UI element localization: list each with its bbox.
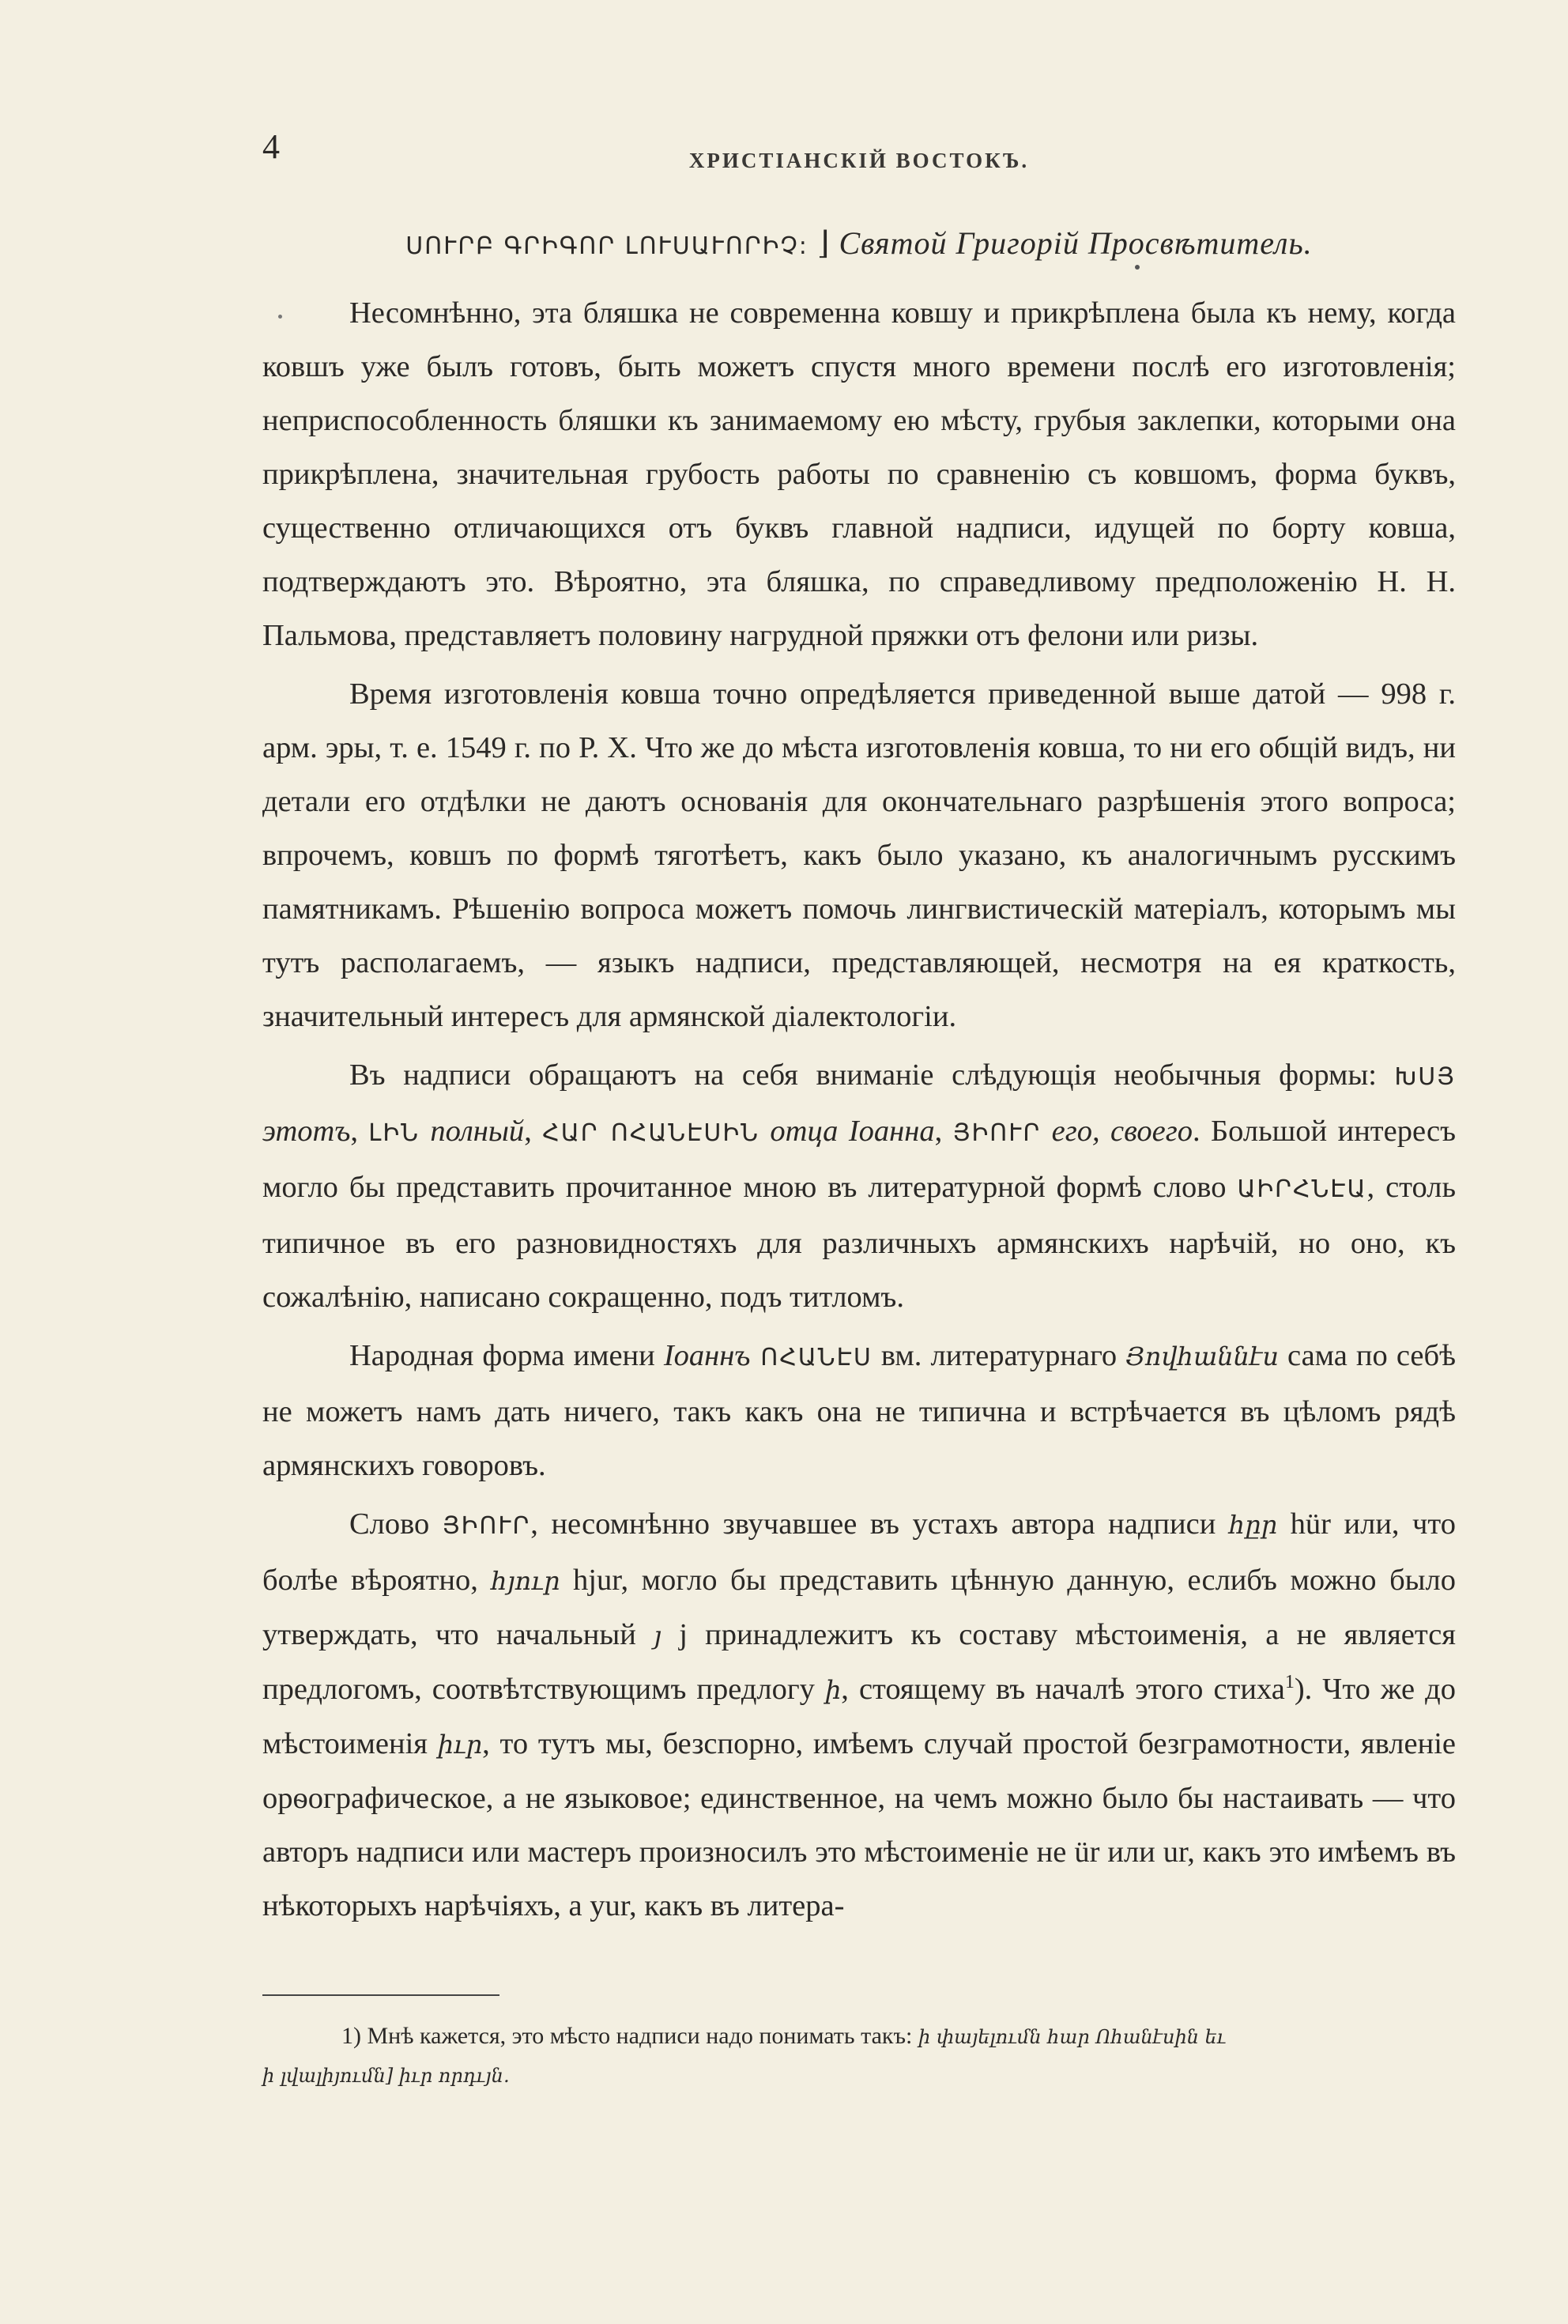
footnote-text: 1) Мнѣ кажется, это мѣсто надписи надо понимать такъ: <box>341 2023 913 2049</box>
armenian-title: ՍՈՒՐԲ ԳՐԻԳՈՐ ԼՈՒՍԱՒՈՐԻՉ: <box>405 232 808 260</box>
armenian-word: ԼԻՆ <box>368 1119 420 1147</box>
paragraph-4: Народная форма имени Іоаннъ ՈՀԱՆԷՍ вм. литературнаго Յովհաննէս сама по себѣ не можетъ намъ дать ничего, такъ какъ она не типична и встрѣчается въ цѣломъ рядѣ армянскихъ говоровъ. <box>262 1339 1457 1482</box>
armenian-cursive-word: յ <box>654 1620 662 1651</box>
armenian-cursive-word: Յովհաննէս <box>1125 1341 1279 1371</box>
armenian-word: ՀԱՐ ՈՀԱՆԷՍԻՆ <box>542 1119 760 1147</box>
paragraph-1: Несомнѣнно, эта бляшка не современна ковшу и прикрѣплена была къ нему, когда ковшъ уже былъ готовъ, быть можетъ спустя много времени послѣ его изготовленія; неприспособленность бляшки къ занимаемому ею мѣсту, грубыя заклепки, которыми она прикрѣплена, значительная грубость работы по сравненію съ ковшомъ, форма буквъ, существенно отличающихся отъ буквъ главной надписи, идущей по борту ковша, подтверждаютъ это. Вѣроятно, эта бляшка, по справедливому предположенію Н. Н. Пальмова, представляетъ половину нагрудной пряжки отъ фелони или ризы. <box>262 296 1456 652</box>
paragraph-3: Въ надписи обращаютъ на себя вниманіе слѣдующія необычныя формы: ԽՍՅ этотъ, ԼԻՆ полный, ՀԱՐ ՈՀԱՆԷՍԻՆ отца Іоанна, ՅԻՈՒՐ его, своего. Большой интересъ могло бы представить прочитанное мною въ литературной формѣ слово ԱԻՐՀՆԷԱ, столь типичное въ его разновидностяхъ для различныхъ армянскихъ нарѣчій, но оно, къ сожалѣнію, написано сокращенно, подъ титломъ. <box>262 1058 1457 1314</box>
ink-dot <box>1135 265 1140 270</box>
armenian-word: ԱԻՐՀՆԷԱ <box>1237 1175 1367 1203</box>
footnote-rule <box>262 1994 499 1996</box>
footnote-ref[interactable]: 1 <box>1284 1672 1295 1693</box>
russian-title: Святой Григорій Просвѣтитель. <box>839 225 1313 261</box>
armenian-word: ՅԻՈՒՐ <box>442 1512 531 1540</box>
paragraph-5: Слово ՅԻՈՒՐ, несомнѣнно звучавшее въ устахъ автора надписи հըր hür или, что болѣе вѣроятно, հյուր hjur, могло бы представить цѣнную данную, еслибъ можно было утверждать, что начальный յ j принадлежитъ къ составу мѣстоименія, а не является предлогомъ, соотвѣтствующимъ предлогу ի, стоящему въ началѣ этого стиха$^1$). Что же до мѣстоименія իւր, то тутъ мы, безспорно, имѣемъ случай простой безграмотности, явленіе орѳографическое, а не языковое; единственное, на чемъ можно было бы настаивать — что авторъ надписи или мастеръ произносилъ это мѣстоименіе не ür или ur, какъ это имѣемъ въ нѣкоторыхъ нарѣчіяхъ, а yur, какъ въ литера- <box>262 1507 1456 1922</box>
footnote-armenian: ի լվալիյումն] իւր որդւյն․ <box>262 2065 510 2087</box>
title-bracket: ⌋ <box>816 225 839 261</box>
armenian-word: ՈՀԱՆԷՍ <box>750 1344 873 1371</box>
body-text <box>262 286 1456 1937</box>
footnote <box>262 2017 1456 2095</box>
page-number: 4 <box>262 127 280 166</box>
running-head: ХРИСТІАНСКІЙ ВОСТОКЪ. <box>688 149 1030 172</box>
armenian-word: ՅԻՈՒՐ <box>952 1119 1042 1147</box>
armenian-cursive-word: ի <box>824 1675 842 1705</box>
paragraph-2: Время изготовленія ковша точно опредѣляется приведенной выше датой — 998 г. арм. эры, т. е. 1549 г. по Р. Х. Что же до мѣста изготовленія ковша, то ни его общій видъ, ни детали его отдѣлки не даютъ основанія для окончательнаго разрѣшенія этого вопроса; впрочемъ, ковшъ по формѣ тяготѣетъ, какъ было указано, къ аналогичнымъ русскимъ памятникамъ. Рѣшенію вопроса можетъ помочь лингвистическій матеріалъ, которымъ мы тутъ располагаемъ, — языкъ надписи, представляющей, несмотря на ея краткость, значительный интересъ для армянской діалектологіи. <box>262 677 1456 1033</box>
armenian-cursive-word: իւր <box>437 1730 483 1760</box>
title-line <box>262 224 1456 262</box>
page-header <box>262 126 1456 174</box>
armenian-word: ԽՍՅ <box>1394 1063 1456 1091</box>
armenian-cursive-word: հյուր <box>491 1566 560 1596</box>
footnote-armenian: ի փայելումն հար Ոհանէսին եւ <box>912 2026 1227 2048</box>
armenian-cursive-word: հըր <box>1228 1510 1278 1540</box>
